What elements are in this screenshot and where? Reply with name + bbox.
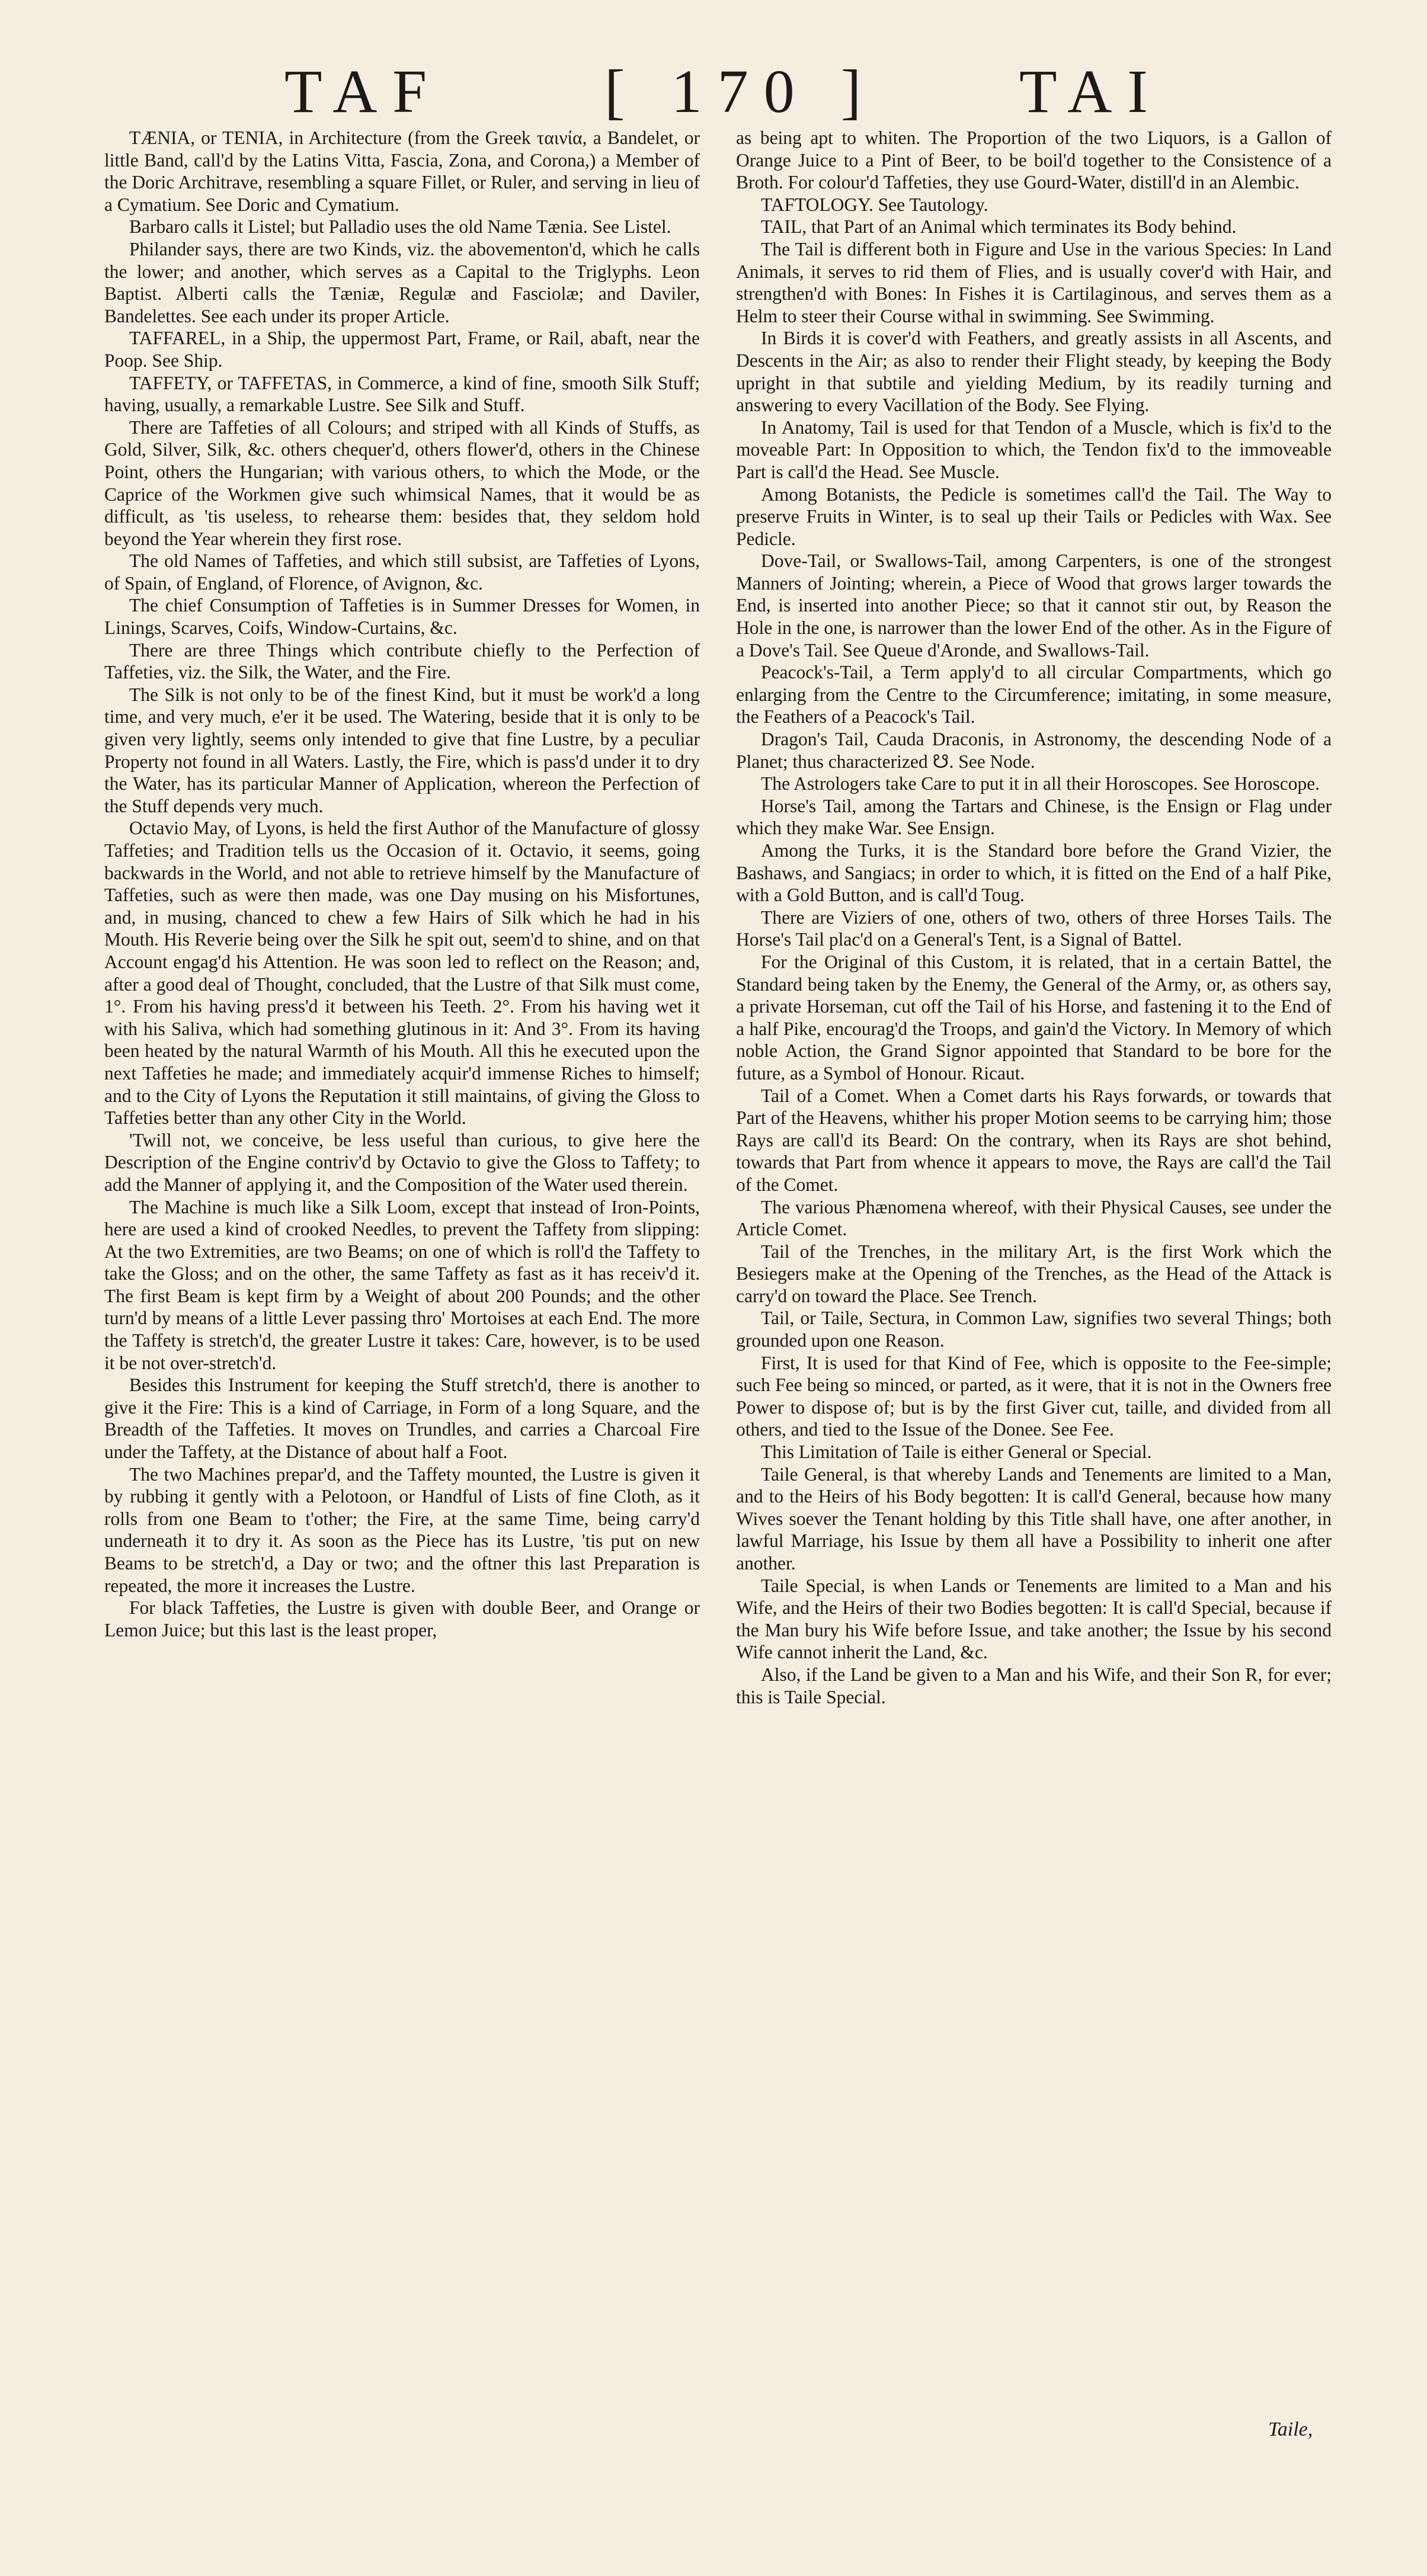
paragraph: There are three Things which contribute chiefly to the Perfection of Taffeties, viz. the Silk, the Water, and the Fire. (104, 639, 700, 683)
paragraph: TAFTOLOGY. See Tautology. (761, 194, 988, 215)
paragraph: Tail of a Comet. When a Comet darts his Rays forwards, or towards that Part of the Heavens, whither his proper Motion seems to be carrying him; those Rays are call'd its Beard: On the contrary, when its Rays are shot behind, towards that Part from whence it appears to move, the Rays are call'd the Tail of the Comet. (736, 1085, 1332, 1195)
left-column (104, 127, 700, 2473)
paragraph: Philander says, there are two Kinds, viz. the abovementon'd, which he calls the lower; and another, which serves as a Capital to the Triglyphs. Leon Baptist. Alberti calls the Tæniæ, Regulæ and Fasciolæ; and Daviler, Bandelettes. See each under its proper Article. (104, 238, 700, 326)
paragraph: TAFFETY, or TAFFETAS, in Commerce, a kind of fine, smooth Silk Stuff; having, usually, a remarkable Lustre. See Silk and Stuff. (104, 372, 700, 416)
paragraph: Dragon's Tail, Cauda Draconis, in Astronomy, the descending Node of a Planet; thus characterized ☋. See Node. (736, 729, 1332, 772)
paragraph: TAIL, that Part of an Animal which terminates its Body behind. (761, 216, 1237, 238)
paragraph: In Anatomy, Tail is used for that Tendon of a Muscle, which is fix'd to the moveable Part: In Opposition to which, the Tendon fix'd to the immoveable Part is call'd the Head. See Muscle. (736, 416, 1332, 482)
paragraph: The Machine is much like a Silk Loom, except that instead of Iron-Points, here are used a kind of crooked Needles, to prevent the Taffety from slipping: At the two Extremities, are two Beams; on one of which is roll'd the Taffety to take the Gloss; and on the other, the same Taffety as fast as it has receiv'd it. The first Beam is kept firm by a Weight of about 200 Pounds; and the other turn'd by means of a little Lever passing thro' Mortoises at each End. The more the Taffety is stretch'd, the greater Lustre it takes: Care, however, is to be used it be not over-stretch'd. (104, 1196, 700, 1373)
paragraph: For black Taffeties, the Lustre is given with double Beer, and Orange or Lemon Juice; but this last is the least proper, (104, 1597, 700, 1641)
paragraph: The old Names of Taffeties, and which still subsist, are Taffeties of Lyons, of Spain, of England, of Florence, of Avignon, &c. (104, 550, 700, 594)
paragraph: Peacock's-Tail, a Term apply'd to all circular Compartments, which go enlarging from the Centre to the Circumference; imitating, in some measure, the Feathers of a Peacock's Tail. (736, 662, 1332, 728)
paragraph: In Birds it is cover'd with Feathers, and greatly assists in all Ascents, and Descents in the Air; as also to render their Flight steady, by keeping the Body upright in that subtile and yielding Medium, by its readily turning and answering to every Vacillation of the Body. See Flying. (736, 328, 1332, 416)
paragraph: Tail, or Taile, Sectura, in Common Law, signifies two several Things; both grounded upon one Reason. (736, 1308, 1332, 1351)
paragraph: Among the Turks, it is the Standard bore before the Grand Vizier, the Bashaws, and Sangiacs; in order to which, it is fitted on the End of a half Pike, with a Gold Button, and is call'd Toug. (736, 840, 1332, 906)
paragraph: Barbaro calls it Listel; but Palladio uses the old Name Tænia. See Listel. (129, 216, 671, 238)
right-column (736, 127, 1332, 2473)
paragraph: This Limitation of Taile is either General or Special. (761, 1441, 1152, 1463)
paragraph: The Tail is different both in Figure and Use in the various Species: In Land Animals, it serves to rid them of Flies, and is usually cover'd with Hair, and strengthen'd with Bones: In Fishes it is Cartilaginous, and serves them as a Helm to steer their Course withal in swimming. See Swimming. (736, 238, 1332, 326)
paragraph: There are Viziers of one, others of two, others of three Horses Tails. The Horse's Tail plac'd on a General's Tent, is a Signal of Battel. (736, 906, 1332, 950)
paragraph: Horse's Tail, among the Tartars and Chinese, is the Ensign or Flag under which they make War. See Ensign. (736, 795, 1332, 839)
paragraph: The Astrologers take Care to put it in all their Horoscopes. See Horoscope. (761, 773, 1320, 794)
paragraph: For the Original of this Custom, it is related, that in a certain Battel, the Standard being taken by the Enemy, the General of the Army, or, as others say, a private Horseman, cut off the Tail of his Horse, and fastening it to the End of a half Pike, encourag'd the Troops, and gain'd the Victory. In Memory of which noble Action, the Grand Signor appointed that Standard to be bore for the future, as a Symbol of Honour. Ricaut. (736, 951, 1332, 1084)
paragraph: The various Phænomena whereof, with their Physical Causes, see under the Article Comet. (736, 1196, 1332, 1240)
paragraph: Dove-Tail, or Swallows-Tail, among Carpenters, is one of the strongest Manners of Jointing; wherein, a Piece of Wood that grows larger towards the End, is inserted into another Piece; so that it cannot stir out, by Reason the Hole in the one, is narrower than the lower End of the other. As in the Figure of a Dove's Tail. See Queue d'Aronde, and Swallows-Tail. (736, 550, 1332, 661)
paragraph: TÆNIA, or TENIA, in Architecture (from the Greek ταινία, a Bandelet, or little Band, call'd by the Latins Vitta, Fascia, Zona, and Corona,) a Member of the Doric Architrave, resembling a square Fillet, or Ruler, and serving in lieu of a Cymatium. See Doric and Cymatium. (104, 127, 700, 215)
paragraph: Also, if the Land be given to a Man and his Wife, and their Son R, for ever; this is Taile Special. (736, 1664, 1332, 1707)
paragraph: The chief Consumption of Taffeties is in Summer Dresses for Women, in Linings, Scarves, Coifs, Window-Curtains, &c. (104, 595, 700, 639)
paragraph: Taile General, is that whereby Lands and Tenements are limited to a Man, and to the Heirs of his Body begotten: It is call'd General, because how many Wives soever the Tenant holding by this Title shall have, one after another, in lawful Marriage, his Issue by them all have a Possibility to inherit one after another. (736, 1463, 1332, 1574)
paragraph: TAFFAREL, in a Ship, the uppermost Part, Frame, or Rail, abaft, near the Poop. See Ship. (104, 328, 700, 371)
paragraph: First, It is used for that Kind of Fee, which is opposite to the Fee-simple; such Fee being so minced, or parted, as it were, that it is not in the Owners free Power to dispose of; but is by the first Giver cut, taille, and divided from all others, and tied to the Issue of the Donee. See Fee. (736, 1352, 1332, 1440)
paragraph: The two Machines prepar'd, and the Taffety mounted, the Lustre is given it by rubbing it gently with a Pelotoon, or Handful of Lists of fine Cloth, as it rolls from one Beam to t'other; the Fire, at the same Time, being carry'd underneath it to dry it. As soon as the Piece has its Lustre, 'tis put on new Beams to be stretch'd, a Day or two; and the oftner this last Preparation is repeated, the more it increases the Lustre. (104, 1463, 700, 1596)
running-header (0, 59, 1427, 124)
header-right-word: TAI (1019, 57, 1163, 126)
paragraph: Taile Special, is when Lands or Tenements are limited to a Man and his Wife, and the Heirs of their two Bodies begotten: It is call'd Special, because if the Man bury his Wife before Issue, and take another; the Issue by his second Wife cannot inherit the Land, &c. (736, 1575, 1332, 1663)
paragraph-continued: as being apt to whiten. The Proportion of the two Liquors, is a Gallon of Orange Juice to a Pint of Beer, to be boil'd together to the Consistence of a Broth. For colour'd Taffeties, they use Gourd-Water, distill'd in an Alembic. (736, 127, 1332, 193)
paragraph: Octavio May, of Lyons, is held the first Author of the Manufacture of glossy Taffeties; and Tradition tells us the Occasion of it. Octavio, it seems, going backwards in the World, and not able to retrieve himself by the Manufacture of Taffeties, such as were then made, was one Day musing on his Misfortunes, and, in musing, chanced to chew a few Hairs of Silk which he had in his Mouth. His Reverie being over the Silk he spit out, seem'd to shine, and on that Account engag'd his Attention. He was soon led to reflect on the Reason; and, after a good deal of Thought, concluded, that the Lustre of that Silk must come, 1°. From his having press'd it between his Teeth. 2°. From his having wet it with his Saliva, which had something glutinous in it: And 3°. From its having been heated by the natural Warmth of his Mouth. All this he executed upon the next Taffeties he made; and immediately acquir'd immense Riches to himself; and to the City of Lyons the Reputation it still maintains, of giving the Gloss to Taffeties better than any other City in the World. (104, 818, 700, 1129)
paragraph: Tail of the Trenches, in the military Art, is the first Work which the Besiegers make at the Opening of the Trenches, as the Head of the Attack is carry'd on toward the Place. See Trench. (736, 1241, 1332, 1306)
paragraph: There are Taffeties of all Colours; and striped with all Kinds of Stuffs, as Gold, Silver, Silk, &c. others chequer'd, others flower'd, others in the Chinese Point, others the Hungarian; with various others, to which the Mode, or the Caprice of the Workmen give such whimsical Names, that it would be as difficult, as 'tis useless, to rehearse them: besides that, they seldom hold beyond the Year wherein they first rose. (104, 416, 700, 549)
catchword: Taile, (1268, 2418, 1313, 2440)
paragraph: Besides this Instrument for keeping the Stuff stretch'd, there is another to give it the Fire: This is a kind of Carriage, in Form of a long Square, and the Breadth of the Taffeties. It moves on Trundles, and carries a Charcoal Fire under the Taffety, at the Distance of about half a Foot. (104, 1374, 700, 1463)
paragraph: 'Twill not, we conceive, be less useful than curious, to give here the Description of the Engine contriv'd by Octavio to give the Gloss to Taffety; to add the Manner of applying it, and the Composition of the Water used therein. (104, 1129, 700, 1195)
header-left-word: TAF (284, 57, 443, 126)
page-number: [ 170 ] (604, 57, 877, 126)
paragraph: The Silk is not only to be of the finest Kind, but it must be work'd a long time, and very much, e'er it be used. The Watering, beside that it is only to be given very lightly, seems only intended to give that fine Lustre, by a peculiar Property not found in all Waters. Lastly, the Fire, which is pass'd under it to dry the Water, has its particular Manner of Application, whereon the Perfection of the Stuff depends very much. (104, 684, 700, 816)
paragraph: Among Botanists, the Pedicle is sometimes call'd the Tail. The Way to preserve Fruits in Winter, is to seal up their Tails or Pedicles with Wax. See Pedicle. (736, 483, 1332, 549)
